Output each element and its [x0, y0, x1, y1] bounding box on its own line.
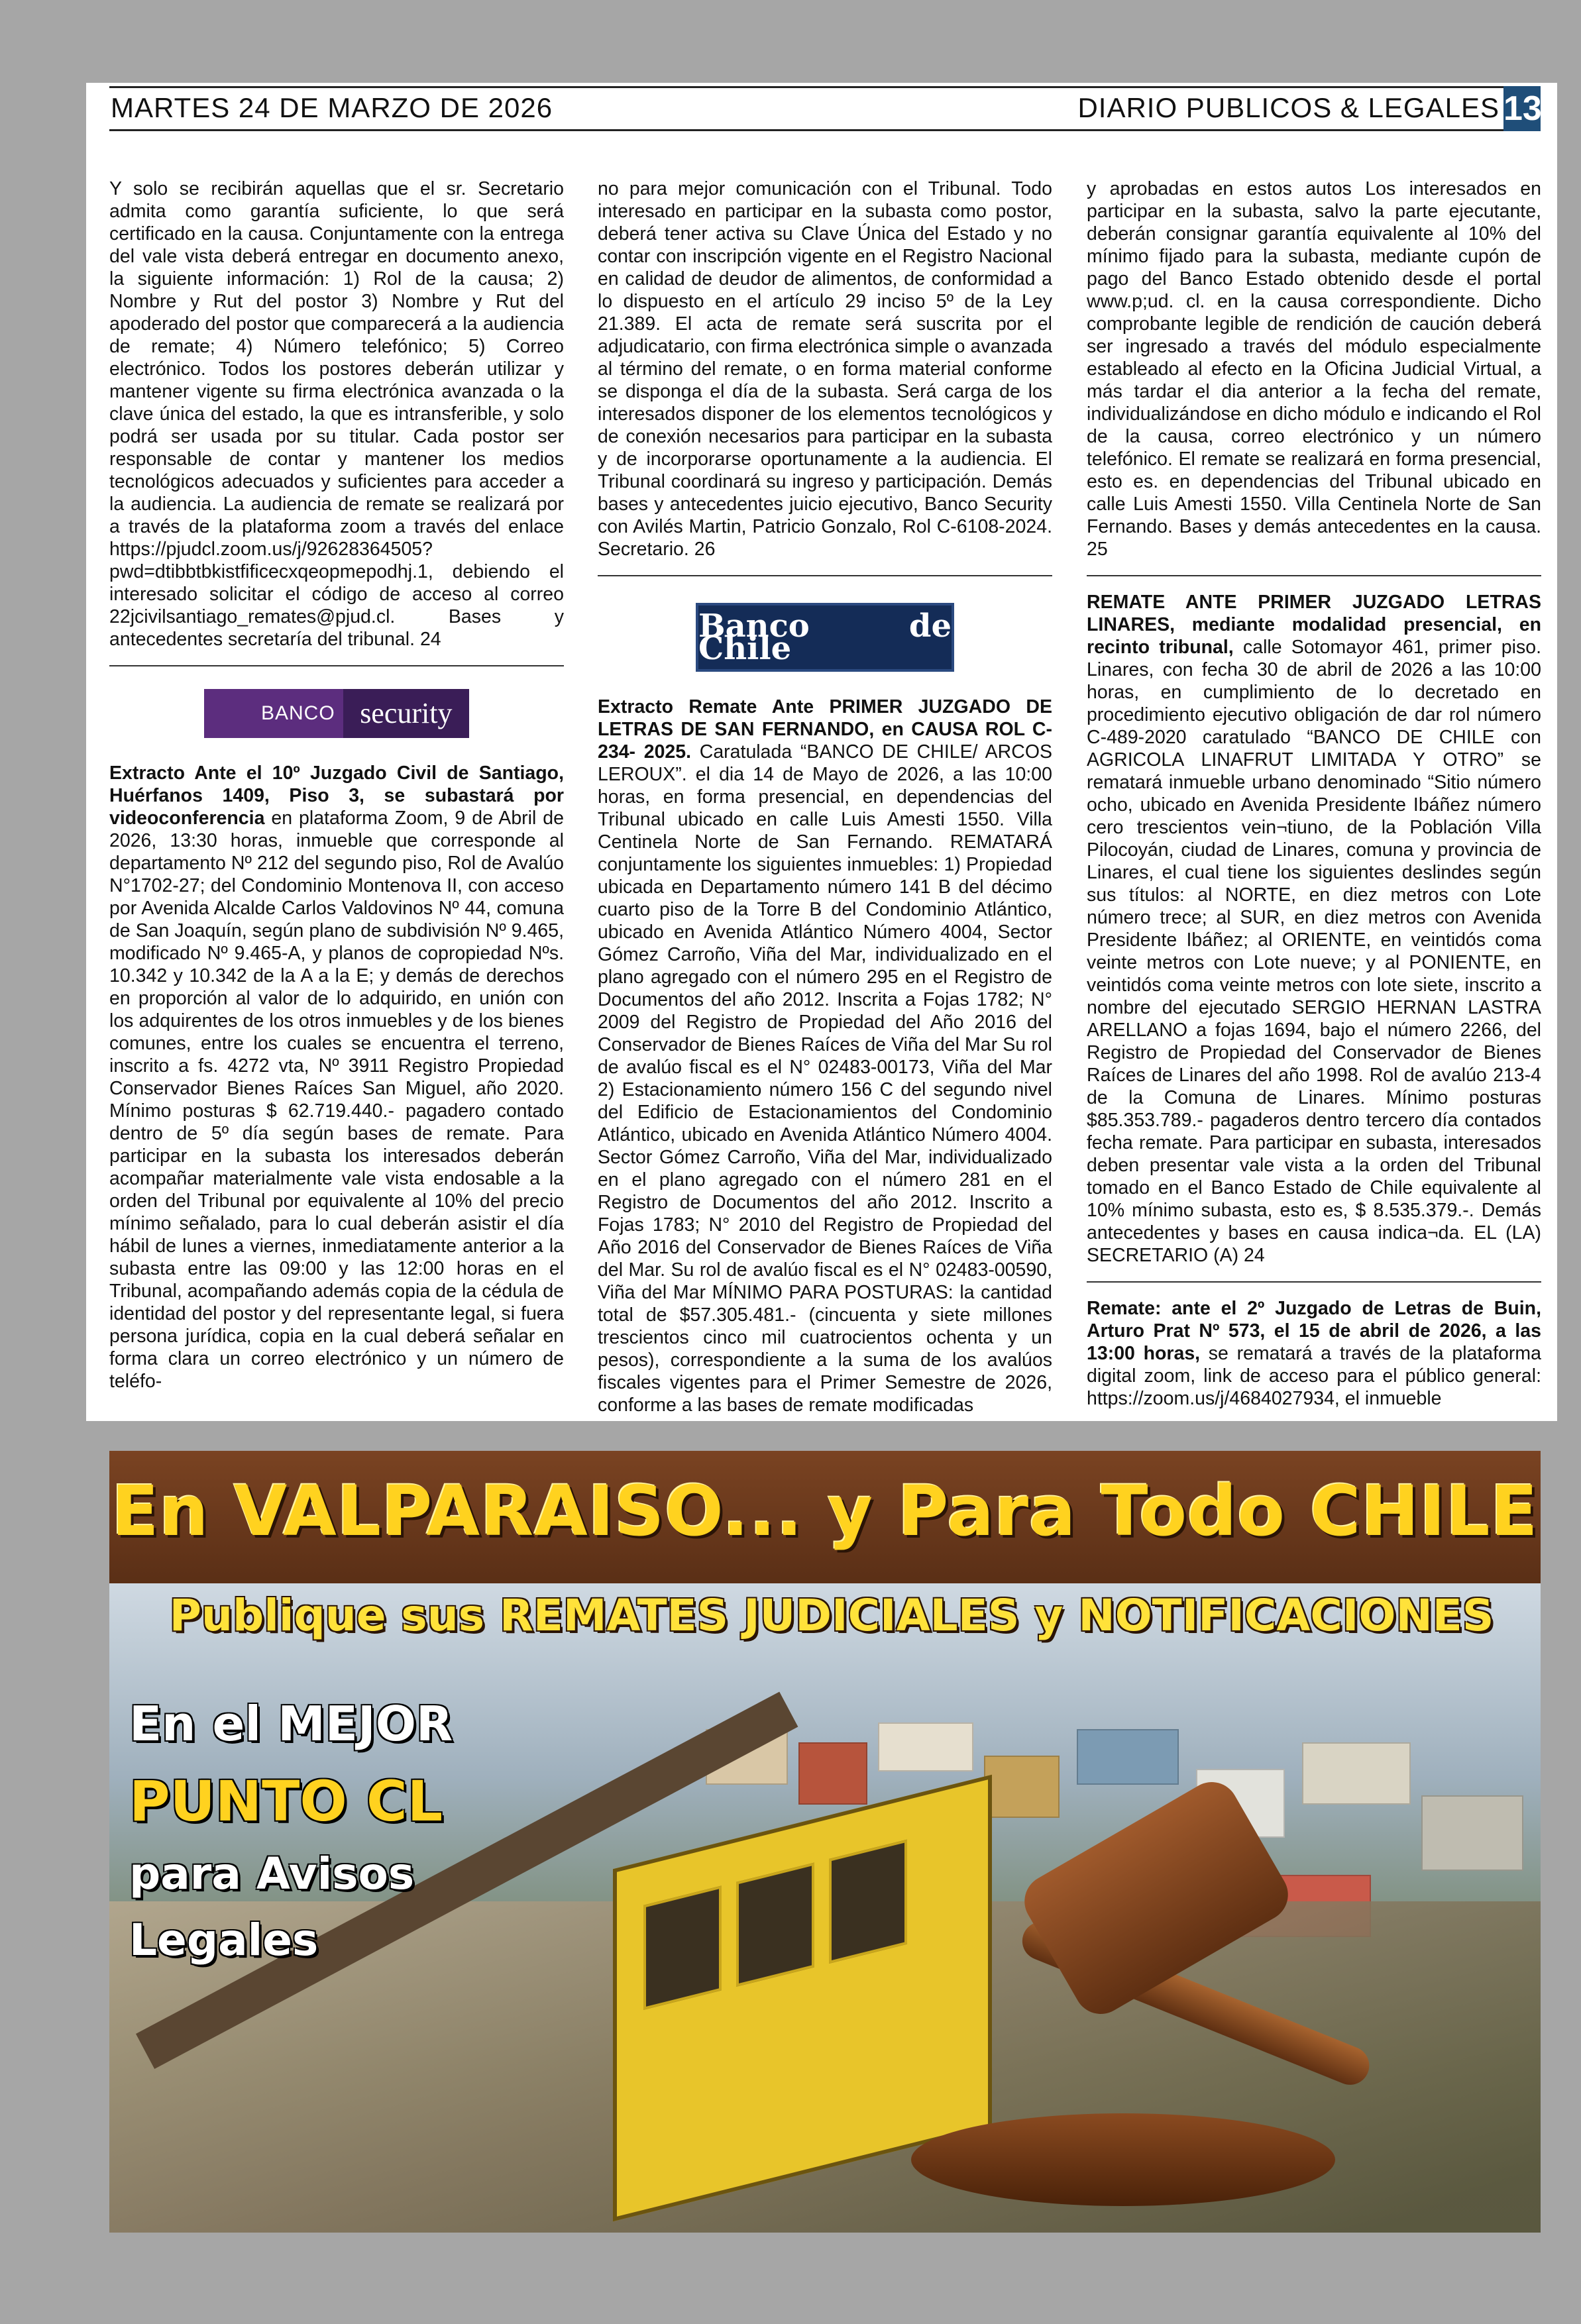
ad-line-1: En el MEJOR	[129, 1696, 453, 1752]
column-1	[109, 178, 564, 1393]
notice-heading: Extracto Ante el 10º Juzgado Civil de Santiago, Huérfanos 1409, Piso 3, se subastará por videoconferencia	[109, 763, 564, 829]
page-header	[109, 86, 1541, 131]
notice-text	[598, 696, 1052, 1416]
divider	[1087, 575, 1541, 576]
notice-body: en plataforma Zoom, 9 de Abril de 2026, 13:30 horas, inmueble que corresponde al departamento Nº 212 del segundo piso, Rol de Avalúo N°1702-27; del Condominio Montenova II, con acceso por Avenida Alcalde Carlos Valdovinos Nº 44, comuna de San Joaquín, según plano de subdivisión Nº 9.465, modificado Nº 9.465-A, y planos de copropiedad Nºs. 10.342 y 10.342 de la A a la E; y demás de derechos en proporción al valor de lo adquirido, en unión con los adquirentes de los otros inmuebles y de los bienes comunes, entre los cuales se encuentra el terreno, inscrito a fs. 4272 vta, Nº 3911 Registro Propiedad Conservador Bienes Raíces San Miguel, año 2020. Mínimo posturas $ 62.719.440.- pagadero contado dentro de 5º día según bases de remate. Para participar en la subasta los interesados deberán acompañar materialmente vale vista endosable a la orden del Tribunal por equivalente al 10% del precio mínimo señalado, para lo cual deberán asistir el día hábil de lunes a viernes, inmediatamente anterior a la subasta entre las 09:00 y las 12:00 horas en el Tribunal, acompañando además copia de la cédula de identidad del postor y del representante legal, si fuera persona jurídica, copia en la cual deberá señalar en forma clara un correo electrónico y un número de teléfo-	[109, 808, 564, 1392]
notice-continuation-text: y aprobadas en estos autos Los interesados en participar en la subasta, salvo la parte ejecutante, deberán consignar garantía equivalente al 10% del mínimo fijado para la subasta, mediante cupón de pago del Banco Estado obtenido desde el portal www.p;ud. cl. en la causa correspondiente. Dicho comprobante legible de rendición de caución deberá ser ingresado a través del módulo especialmente estableado al efecto en la Oficina Judicial Virtual, a más tardar el dia anterior a la fecha del remate, individualizándose en dicho módulo e indicando el Rol de la causa, correo electrónico y un número telefónico. El remate se realizará en forma presencial, esto es. en dependencias del Tribunal ubicado en calle Luis Amesti 1550. Villa Centinela Norte de San Fernando. Bases y demás antecedentes en la causa. 25	[1087, 178, 1541, 560]
ad-line-2: PUNTO CL	[129, 1769, 443, 1834]
logo-text: Banco de Chile	[696, 603, 954, 672]
logo-big-text: security	[343, 689, 469, 738]
divider	[109, 665, 564, 666]
notice-text	[1087, 1297, 1541, 1410]
ad-line-3: para Avisos	[129, 1848, 415, 1899]
ad-title: En VALPARAISO... y Para Todo CHILE	[111, 1471, 1539, 1552]
ad-subtitle: Publique sus REMATES JUDICIALES y NOTIFICACIONES	[169, 1590, 1494, 1641]
notice-heading: Remate: ante el 2º Juzgado de Letras de Buin, Arturo Prat Nº 573, el 15 de abril de 2026, a las 13:00 horas,	[1087, 1298, 1541, 1364]
advertisement-banner	[109, 1451, 1541, 2233]
logo-small-text: BANCO	[261, 702, 335, 724]
column-2	[598, 178, 1052, 1416]
header-date: MARTES 24 DE MARZO DE 2026	[111, 92, 553, 123]
divider	[1087, 1281, 1541, 1283]
page-number: 13	[1503, 86, 1541, 131]
notice-heading: Extracto Remate Ante PRIMER JUZGADO DE LETRAS DE SAN FERNANDO, en CAUSA ROL C-234- 2025.	[598, 696, 1052, 763]
banco-security-logo	[109, 689, 564, 738]
notice-continuation-text: no para mejor comunicación con el Tribunal. Todo interesado en participar en la subasta como postor, deberá tener activa su Clave Única del Estado y no contar con inscripción vigente en el Registro Nacional en calidad de deudor de alimentos, de conformidad a lo dispuesto en el artículo 29 inciso 5º de la Ley 21.389. El acta de remate será suscrita por el adjudicatario, con firma electrónica simple o avanzada al término del remate, o en forma material conforme se disponga el día de la subasta. Será carga de los interesados disponer de los elementos tecnológicos y de conexión necesarios para participar en la subasta y de incorporarse oportunamente a la audiencia. El Tribunal coordinará su ingreso y participación. Demás bases y antecedentes juicio ejecutivo, Banco Security con Avilés Martin, Patricio Gonzalo, Rol C-6108-2024. Secretario. 26	[598, 178, 1052, 560]
column-3	[1087, 178, 1541, 1410]
notice-text	[1087, 591, 1541, 1267]
gavel-block	[911, 2113, 1335, 2206]
notice-heading: REMATE ANTE PRIMER JUZGADO LETRAS LINARES, mediante modalidad presencial, en recinto tribunal,	[1087, 592, 1541, 658]
notice-continuation-text: Y solo se recibirán aquellas que el sr. Secretario admita como garantía suficiente, lo que será certificado en la causa. Conjuntamente con la entrega del vale vista deberá entregar en documento anexo, la siguiente información: 1) Rol de la causa; 2) Nombre y Rut del postor 3) Nombre y Rut del apoderado del postor que comparecerá a la audiencia de remate; 4) Número telefónico; 5) Correo electrónico. Todos los postores deberán utilizar y mantener vigente su firma electrónica avanzada o la clave única del estado, la que es intransferible, y solo podrá ser usada por su titular. Cada postor ser responsable de contar y mantener los medios tecnológicos adecuados y suficientes para acceder a la audiencia. La audiencia de remate se realizará por a través de la plataforma zoom a través del enlace https://pjudcl.zoom.us/j/92628364505?pwd=dtibbtbkistfificecxqeopmepodhj.1, debiendo el interesado solicitar el código de acceso al correo 22jcivilsantiago_remates@pjud.cl. Bases y antecedentes secretaría del tribunal. 24	[109, 178, 564, 650]
ad-line-4: Legales	[129, 1915, 319, 1966]
notice-body: calle Sotomayor 461, primer piso. Linares, con fecha 30 de abril de 2026 a las 10:00 horas, en cumplimiento de lo decretado en procedimiento ejecutivo obligación de dar rol número C-489-2020 caratulado “BANCO DE CHILE con AGRICOLA LINAFRUT LIMITADA Y OTRO” se rematará inmueble urbano denominado “Sitio número ocho, ubicado en Avenida Presidente Ibáñez número cero trescientos vein¬tiuno, de la Población Villa Pilocoyán, ciudad de Linares, comuna y provincia de Linares, el cual tiene los siguientes deslindes según sus títulos: al NORTE, en diez metros con Lote número trece; al SUR, en diez metros con Avenida Presidente Ibáñez; al ORIENTE, en veintidós coma veinte metros con Lote nueve; y al PONIENTE, en veintidós coma veinte metros con lote siete, inscrito a nombre del ejecutado SERGIO HERNAN LASTRA ARELLANO a fojas 1694, bajo el número 2266, del Registro de Propiedad del Conservador de Bienes Raíces de Linares del año 1998. Rol de avalúo 213-4 de la Comuna de Linares. Mínimo posturas $85.353.789.- pagaderos dentro tercero día contados fecha remate. Para participar en subasta, interesados deben presentar vale vista a la orden del Tribunal tomado en el Banco Estado de Chile equivalente al 10% mínimo subasta, esto es, $ 8.535.379.-. Demás antecedentes y bases en causa indica¬da. EL (LA) SECRETARIO (A) 24	[1087, 637, 1541, 1266]
notice-text	[109, 762, 564, 1393]
divider	[598, 575, 1052, 576]
banco-de-chile-logo	[598, 603, 1052, 672]
header-publication: DIARIO PUBLICOS & LEGALES	[1077, 92, 1499, 123]
notice-body: Caratulada “BANCO DE CHILE/ ARCOS LEROUX”. el dia 14 de Mayo de 2026, a las 10:00 horas, en forma presencial, en dependencias del Tribunal ubicado en calle Luis Amesti 1550. Villa Centinela Norte de San Fernando. REMATARÁ conjuntamente los siguientes inmuebles: 1) Propiedad ubicada en Departamento número 141 B del décimo cuarto piso de la Torre B del Condominio Atlántico, ubicado en Avenida Atlántico Número 4004, Sector Gómez Carroño, Viña del Mar, individualizado en el plano agregado con el número 295 en el Registro de Documentos del año 2012. Inscrita a Fojas 1782; N° 2009 del Registro de Propiedad del Año 2016 del Conservador de Bienes Raíces de Viña del Mar Su rol de avalúo fiscal es el N° 02483-00173, Viña del Mar 2) Estacionamiento número 156 C del segundo nivel del Edificio de Estacionamientos del Condominio Atlántico, ubicado en Avenida Atlántico Número 4004. Sector Gómez Carroño, Viña del Mar, individualizado en el plano agregado con el número 281 en el Registro de Documentos del año 2012. Inscrito a Fojas 1783; N° 2010 del Registro de Propiedad del Año 2016 del Conservador de Bienes Raíces de Viña del Mar. Su rol de avalúo fiscal es el N° 02483-00590, Viña del Mar MÍNIMO PARA POSTURAS: la cantidad total de $57.305.481.- (cincuenta y siete millones trescientos cinco mil cuatrocientos ochenta y un pesos), correspondiente a la suma de los avalúos fiscales vigentes para el Primer Semestre de 2026, conforme a las bases de remate modificadas	[598, 741, 1053, 1416]
notice-body: se rematará a través de la plataforma digital zoom, link de acceso para el público general: https://zoom.us/j/4684027934, el inmueble	[1087, 1343, 1541, 1409]
